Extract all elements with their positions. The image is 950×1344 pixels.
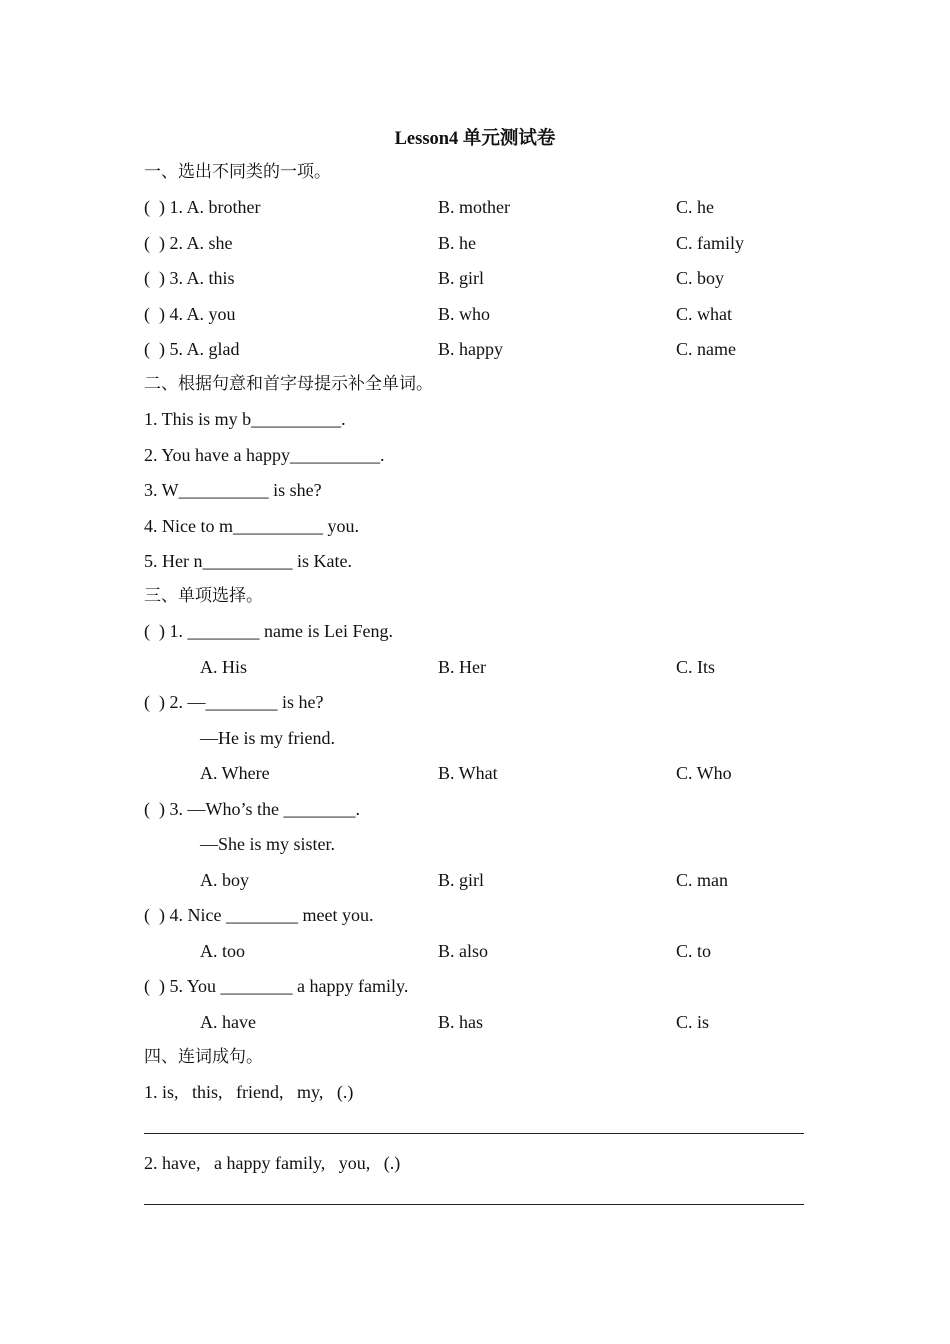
s3-q3-option-c: C. man — [676, 870, 728, 890]
s2-item-1: 1. This is my b__________. — [144, 409, 346, 429]
s1-q3-option-a: ( ) 3. A. this — [144, 268, 235, 288]
s3-q2-stem: ( ) 2. —________ is he? — [144, 692, 324, 712]
s1-q1-option-b: B. mother — [438, 197, 510, 217]
s4-item-2-answer-rule — [144, 1204, 804, 1205]
s3-q5-stem: ( ) 5. You ________ a happy family. — [144, 976, 409, 996]
s1-q2-option-a: ( ) 2. A. she — [144, 233, 233, 253]
s1-q1-option-a: ( ) 1. A. brother — [144, 197, 261, 217]
s3-q1-option-b: B. Her — [438, 657, 486, 677]
s3-q2-option-b: B. What — [438, 763, 498, 783]
s3-q5-option-c: C. is — [676, 1012, 710, 1032]
s4-item-2: 2. have, a happy family, you, (.) — [144, 1153, 401, 1173]
s2-item-5: 5. Her n__________ is Kate. — [144, 551, 352, 571]
s3-q3-option-b: B. girl — [438, 870, 485, 890]
s1-q1-option-c: C. he — [676, 197, 714, 217]
s1-q4-option-a: ( ) 4. A. you — [144, 304, 236, 324]
s1-q4-option-c: C. what — [676, 304, 732, 324]
s2-item-4: 4. Nice to m__________ you. — [144, 516, 359, 536]
s1-q5-option-b: B. happy — [438, 339, 503, 359]
s1-q5-option-a: ( ) 5. A. glad — [144, 339, 240, 359]
s3-q4-option-c: C. to — [676, 941, 712, 961]
s3-q1-stem: ( ) 1. ________ name is Lei Feng. — [144, 621, 393, 641]
s1-q4-option-b: B. who — [438, 304, 491, 324]
s2-item-3: 3. W__________ is she? — [144, 480, 322, 500]
section3-heading: 三、单项选择。 — [144, 586, 263, 606]
s3-q2-answer-line: —He is my friend. — [200, 728, 335, 748]
s2-item-2: 2. You have a happy__________. — [144, 445, 385, 465]
s3-q4-stem: ( ) 4. Nice ________ meet you. — [144, 905, 374, 925]
s1-q5-option-c: C. name — [676, 339, 736, 359]
s4-item-1: 1. is, this, friend, my, (.) — [144, 1082, 354, 1102]
s4-item-1-answer-rule — [144, 1133, 804, 1134]
s3-q2-option-a: A. Where — [200, 763, 270, 783]
s1-q3-option-c: C. boy — [676, 268, 725, 288]
s3-q3-answer-line: —She is my sister. — [200, 834, 336, 854]
s3-q3-option-a: A. boy — [200, 870, 249, 890]
s3-q5-option-b: B. has — [438, 1012, 483, 1032]
s3-q4-option-b: B. also — [438, 941, 489, 961]
s1-q2-option-c: C. family — [676, 233, 744, 253]
s3-q1-option-a: A. His — [200, 657, 248, 677]
s3-q3-stem: ( ) 3. —Who’s the ________. — [144, 799, 360, 819]
s1-q2-option-b: B. he — [438, 233, 476, 253]
section2-heading: 二、根据句意和首字母提示补全单词。 — [144, 374, 433, 394]
s1-q3-option-b: B. girl — [438, 268, 485, 288]
section1-heading: 一、选出不同类的一项。 — [144, 162, 331, 182]
s3-q2-option-c: C. Who — [676, 763, 732, 783]
section4-heading: 四、连词成句。 — [144, 1047, 263, 1067]
s3-q5-option-a: A. have — [200, 1012, 256, 1032]
s3-q4-option-a: A. too — [200, 941, 245, 961]
s3-q1-option-c: C. Its — [676, 657, 716, 677]
page-title: Lesson4 单元测试卷 — [394, 129, 556, 149]
